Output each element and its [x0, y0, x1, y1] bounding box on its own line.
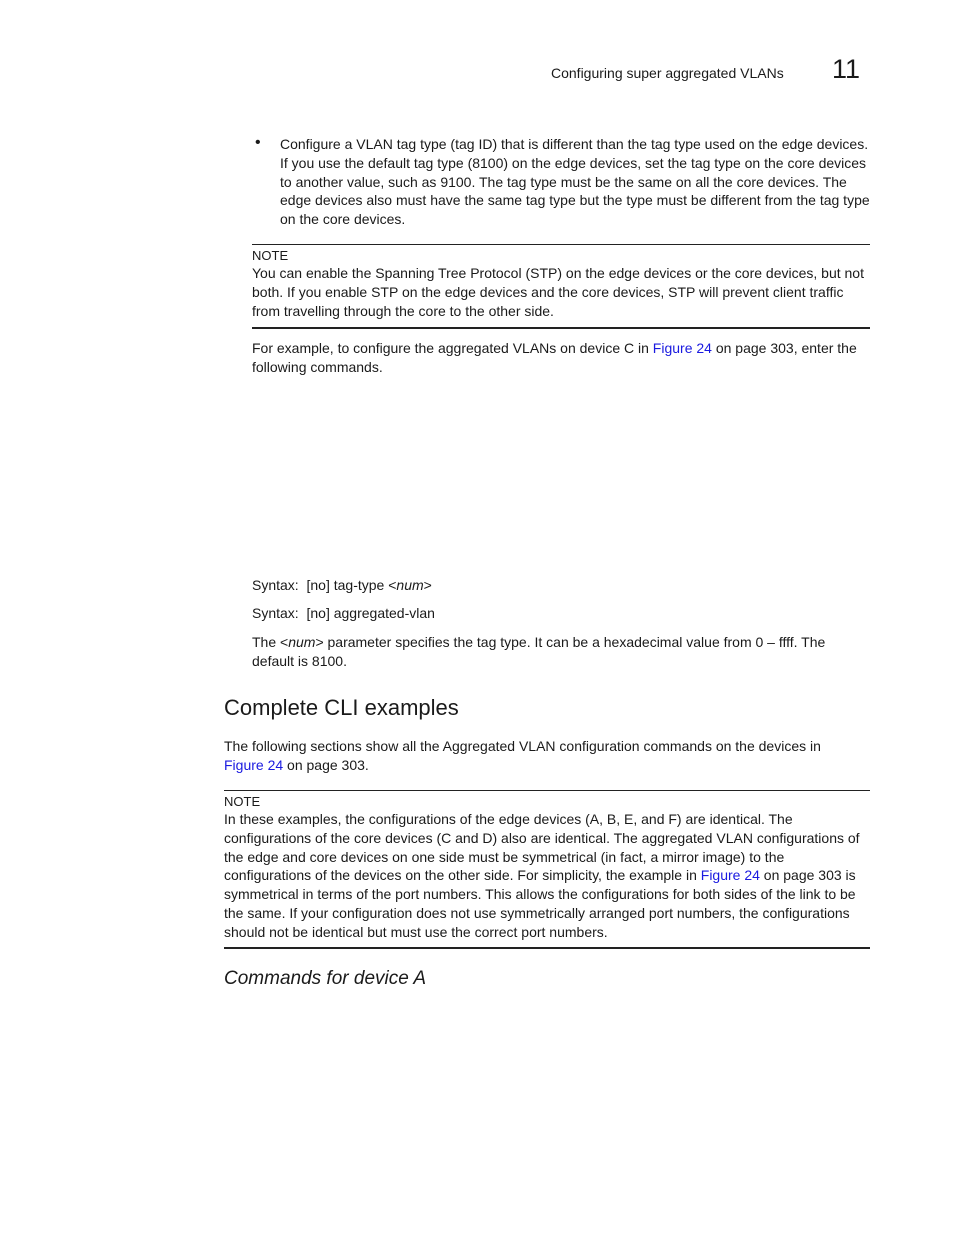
section-intro-paragraph: The following sections show all the Aggregated VLAN configuration commands on the devices in Figure 24 on page 303. — [224, 738, 821, 773]
syntax-aggregated-vlan: Syntax: [no] aggregated-vlan — [252, 605, 435, 621]
note-label: NOTE — [252, 248, 289, 263]
figure-24-link[interactable]: Figure 24 — [224, 756, 284, 773]
note-text: In these examples, the configurations of the edge devices (A, B, E, and F) are identical. The configurations of the core devices (C and D) also are identical. The aggregated VLAN configurations of the edge and core devices on one side must be symmetrical (in fact, a mirror image) to the configurations of the devices on the other side. For simplicity, the example in Figure 24 on page 303 is symmetrical in terms of the port numbers. This allows the configurations for both sides of the link to be the same. If your configuration does not use symmetrically arranged port numbers, the configurations should not be identical but must use the correct port numbers. — [224, 811, 860, 940]
bullet-marker: • — [255, 134, 261, 151]
param-description-paragraph: The <num> parameter specifies the tag type. It can be a hexadecimal value from 0 – ffff. The default is 8100. — [252, 634, 826, 669]
note-label: NOTE — [224, 794, 261, 809]
syntax-param: num — [396, 577, 424, 593]
syntax-tag-type: Syntax: [no] tag-type <num> — [252, 577, 432, 593]
syntax-command: aggregated-vlan — [333, 605, 435, 621]
syntax-command: tag-type — [333, 577, 385, 593]
subsection-heading: Commands for device A — [224, 968, 427, 989]
note-box-stp — [252, 244, 870, 329]
chapter-number: 11 — [832, 54, 861, 84]
example-intro-paragraph: For example, to configure the aggregated VLANs on device C in Figure 24 on page 303, enter the following commands. — [252, 340, 857, 375]
syntax-label: Syntax: — [252, 577, 299, 593]
figure-24-link[interactable]: Figure 24 — [652, 340, 712, 356]
section-heading: Complete CLI examples — [224, 695, 459, 720]
bullet-item-text: Configure a VLAN tag type (tag ID) that is different than the tag type used on the edge devices. If you use the default tag type (8100) on the edge devices, set the tag type on the core devices to another value, such as 9100. The tag type must be the same on all the core devices. The edge devices also must have the same tag type but the type must be different from the tag type on the core devices. — [280, 136, 870, 228]
figure-24-link[interactable]: Figure 24 — [700, 867, 760, 884]
syntax-label: Syntax: — [252, 605, 299, 621]
note-text: You can enable the Spanning Tree Protocol (STP) on the edge devices or the core devices, but not both. If you enable STP on the edge devices and the core devices, STP will prevent client traffic from travelling through the core to the other side. — [252, 265, 864, 319]
running-header-title: Configuring super aggregated VLANs — [551, 65, 784, 81]
note-box-examples — [224, 790, 870, 949]
